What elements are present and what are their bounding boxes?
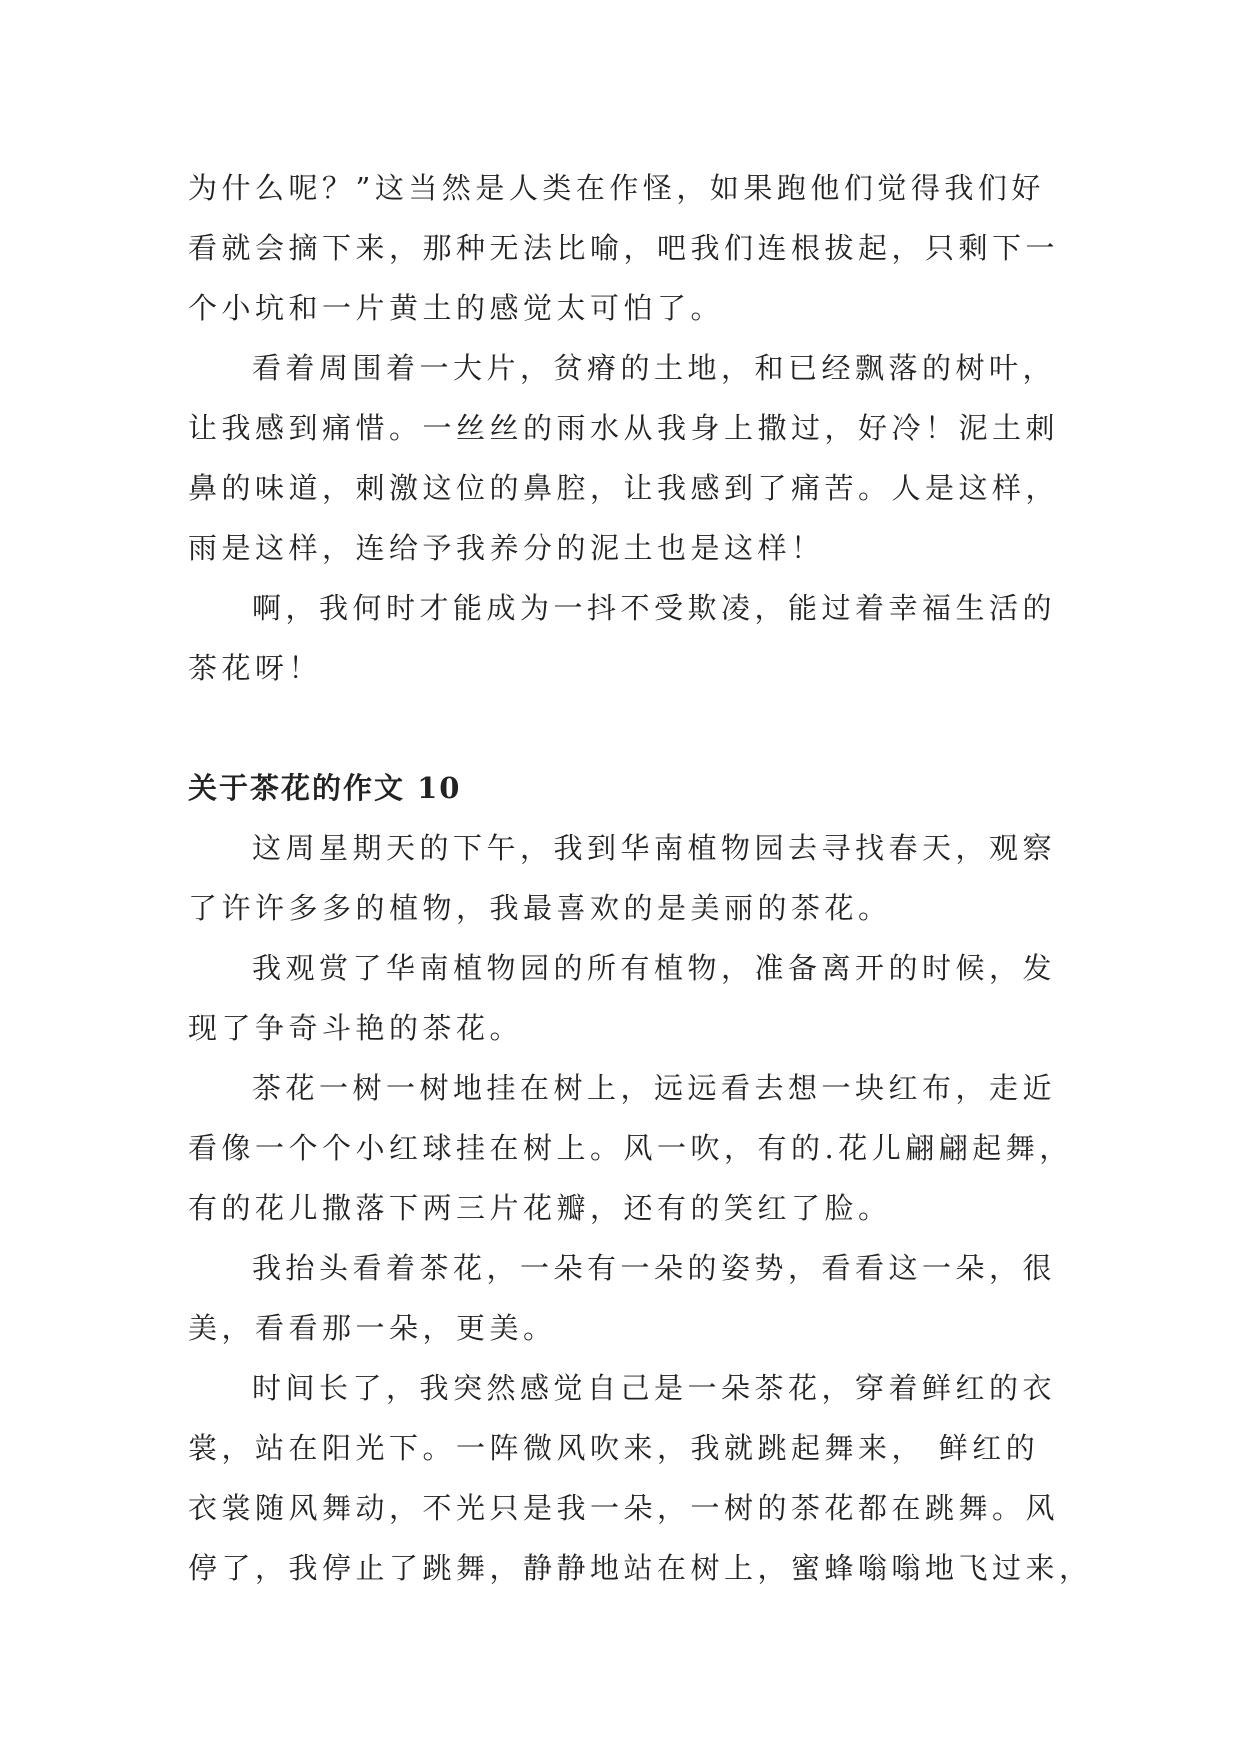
text-line: 衣裳随风舞动，不光只是我一朵，一树的茶花都在跳舞。风 — [188, 1491, 1060, 1525]
paragraph-barren-land — [188, 338, 1058, 578]
paragraph-looking-up — [188, 1238, 1058, 1358]
text-line: 看着周围着一大片，贫瘠的土地，和已经飘落的树叶， — [252, 351, 1057, 385]
text-line: 个小坑和一片黄土的感觉太可怕了。 — [188, 291, 725, 325]
paragraph-imagination — [188, 1358, 1093, 1598]
paragraph-continuation — [188, 158, 1058, 338]
text-line: 啊，我何时才能成为一抖不受欺凌，能过着幸福生活的 — [252, 591, 1057, 625]
text-line: 我抬头看着茶花，一朵有一朵的姿势，看看这一朵，很 — [252, 1251, 1057, 1285]
text-line: 让我感到痛惜。一丝丝的雨水从我身上撒过，好冷！泥土刺 — [188, 411, 1060, 445]
document-page — [188, 158, 1093, 1598]
paragraph-longing — [188, 578, 1058, 698]
text-line: 有的花儿撒落下两三片花瓣，还有的笑红了脸。 — [188, 1191, 892, 1225]
text-line: 雨是这样，连给予我养分的泥土也是这样！ — [188, 531, 825, 565]
text-line: 看就会摘下来，那种无法比喻，吧我们连根拔起，只剩下一 — [188, 231, 1060, 265]
text-line: 我观赏了华南植物园的所有植物，准备离开的时候，发 — [252, 951, 1057, 985]
text-line: 这周星期天的下午，我到华南植物园去寻找春天，观察 — [252, 831, 1057, 865]
text-line: 时间长了，我突然感觉自己是一朵茶花，穿着鲜红的衣 — [252, 1371, 1057, 1405]
text-line: 茶花一树一树地挂在树上，远远看去想一块红布，走近 — [252, 1071, 1057, 1105]
text-line: 了许许多多的植物，我最喜欢的是美丽的茶花。 — [188, 891, 892, 925]
paragraph-garden-visit — [188, 818, 1058, 938]
text-line: 为什么呢？”这当然是人类在作怪，如果跑他们觉得我们好 — [188, 171, 1045, 205]
text-line: 裳，站在阳光下。一阵微风吹来，我就跳起舞来， 鲜红的 — [188, 1431, 1040, 1465]
text-line: 鼻的味道，刺激这位的鼻腔，让我感到了痛苦。人是这样， — [188, 471, 1060, 505]
essay-title: 关于茶花的作文 10 — [188, 771, 462, 805]
paragraph-discovery — [188, 938, 1058, 1058]
text-line: 现了争奇斗艳的茶花。 — [188, 1011, 524, 1045]
text-line: 看像一个个小红球挂在树上。风一吹，有的.花儿翩翩起舞， — [188, 1131, 1073, 1165]
paragraph-tree-flowers — [188, 1058, 1073, 1238]
text-line: 茶花呀！ — [188, 651, 323, 685]
text-line: 停了，我停止了跳舞，静静地站在树上，蜜蜂嗡嗡地飞过来， — [188, 1551, 1093, 1585]
text-line: 美，看看那一朵，更美。 — [188, 1311, 557, 1345]
